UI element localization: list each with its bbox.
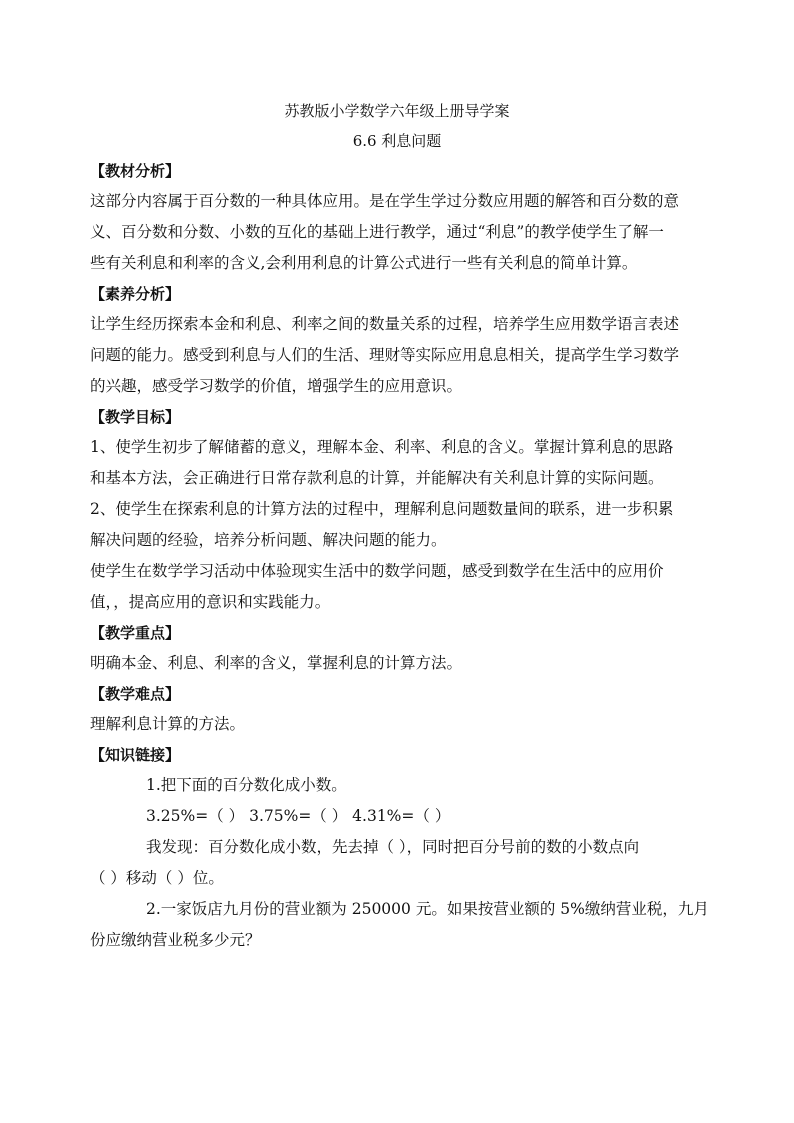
section-text-line: 问题的能力。感受到利息与人们的生活、理财等实际应用息息相关，提高学生学习数学 [90, 346, 680, 364]
section-text-line: 义、百分数和分数、小数的互化的基础上进行教学，通过“利息”的教学使学生了解一 [90, 223, 664, 241]
section-text-line: 让学生经历探索本金和利息、利率之间的数量关系的过程，培养学生应用数学语言表述 [90, 315, 680, 333]
section-heading-teaching-focus: 【教学重点】 [90, 624, 181, 642]
section-heading-knowledge-links: 【知识链接】 [90, 746, 181, 764]
section-text-line: 2、使学生在探索利息的计算方法的过程中，理解利息问题数量间的联系，进一步积累 [90, 500, 674, 518]
section-heading-teaching-objectives: 【教学目标】 [90, 408, 181, 426]
question-1-finding-line: 我发现：百分数化成小数，先去掉（ ），同时把百分号前的数的小数点向 [146, 838, 640, 856]
section-heading-teaching-difficulty: 【教学难点】 [90, 685, 181, 703]
document-page [90, 96, 709, 956]
question-2-line: 2.一家饭店九月份的营业额为 250000 元。如果按营业额的 5%缴纳营业税，九月 [146, 900, 709, 918]
question-1-finding-line: （ ）移动（ ）位。 [90, 869, 224, 887]
document-subtitle: 6.6 利息问题 [352, 132, 442, 150]
section-text-line: 和基本方法，会正确进行日常存款利息的计算，并能解决有关利息计算的实际问题。 [90, 469, 664, 487]
section-text-line: 理解利息计算的方法。 [90, 715, 246, 733]
section-text-line: 这部分内容属于百分数的一种具体应用。是在学生学过分数应用题的解答和百分数的意 [90, 192, 680, 210]
section-heading-textbook-analysis: 【教材分析】 [90, 162, 181, 180]
section-text-line: 1、使学生初步了解储蓄的意义，理解本金、利率、利息的含义。掌握计算利息的思路 [90, 438, 674, 456]
section-text-line: 解决问题的经验，培养分析问题、解决问题的能力。 [90, 531, 447, 549]
document-title: 苏教版小学数学六年级上册导学案 [284, 102, 510, 120]
question-1-title: 1.把下面的百分数化成小数。 [146, 776, 347, 794]
section-heading-literacy-analysis: 【素养分析】 [90, 285, 181, 303]
section-text-line: 值，，提高应用的意识和实践能力。 [90, 593, 331, 611]
question-1-items: 3.25%=（ ） 3.75%=（ ） 4.31%=（ ） [146, 807, 451, 825]
section-text-line: 使学生在数学学习活动中体验现实生活中的数学问题，感受到数学在生活中的应用价 [90, 562, 664, 580]
section-text-line: 的兴趣，感受学习数学的价值，增强学生的应用意识。 [90, 377, 463, 395]
section-text-line: 些有关利息和利率的含义,会利用利息的计算公式进行一些有关利息的简单计算。 [90, 254, 638, 272]
question-2-line: 份应缴纳营业税多少元？ [90, 931, 261, 949]
section-text-line: 明确本金、利息、利率的含义，掌握利息的计算方法。 [90, 654, 463, 672]
